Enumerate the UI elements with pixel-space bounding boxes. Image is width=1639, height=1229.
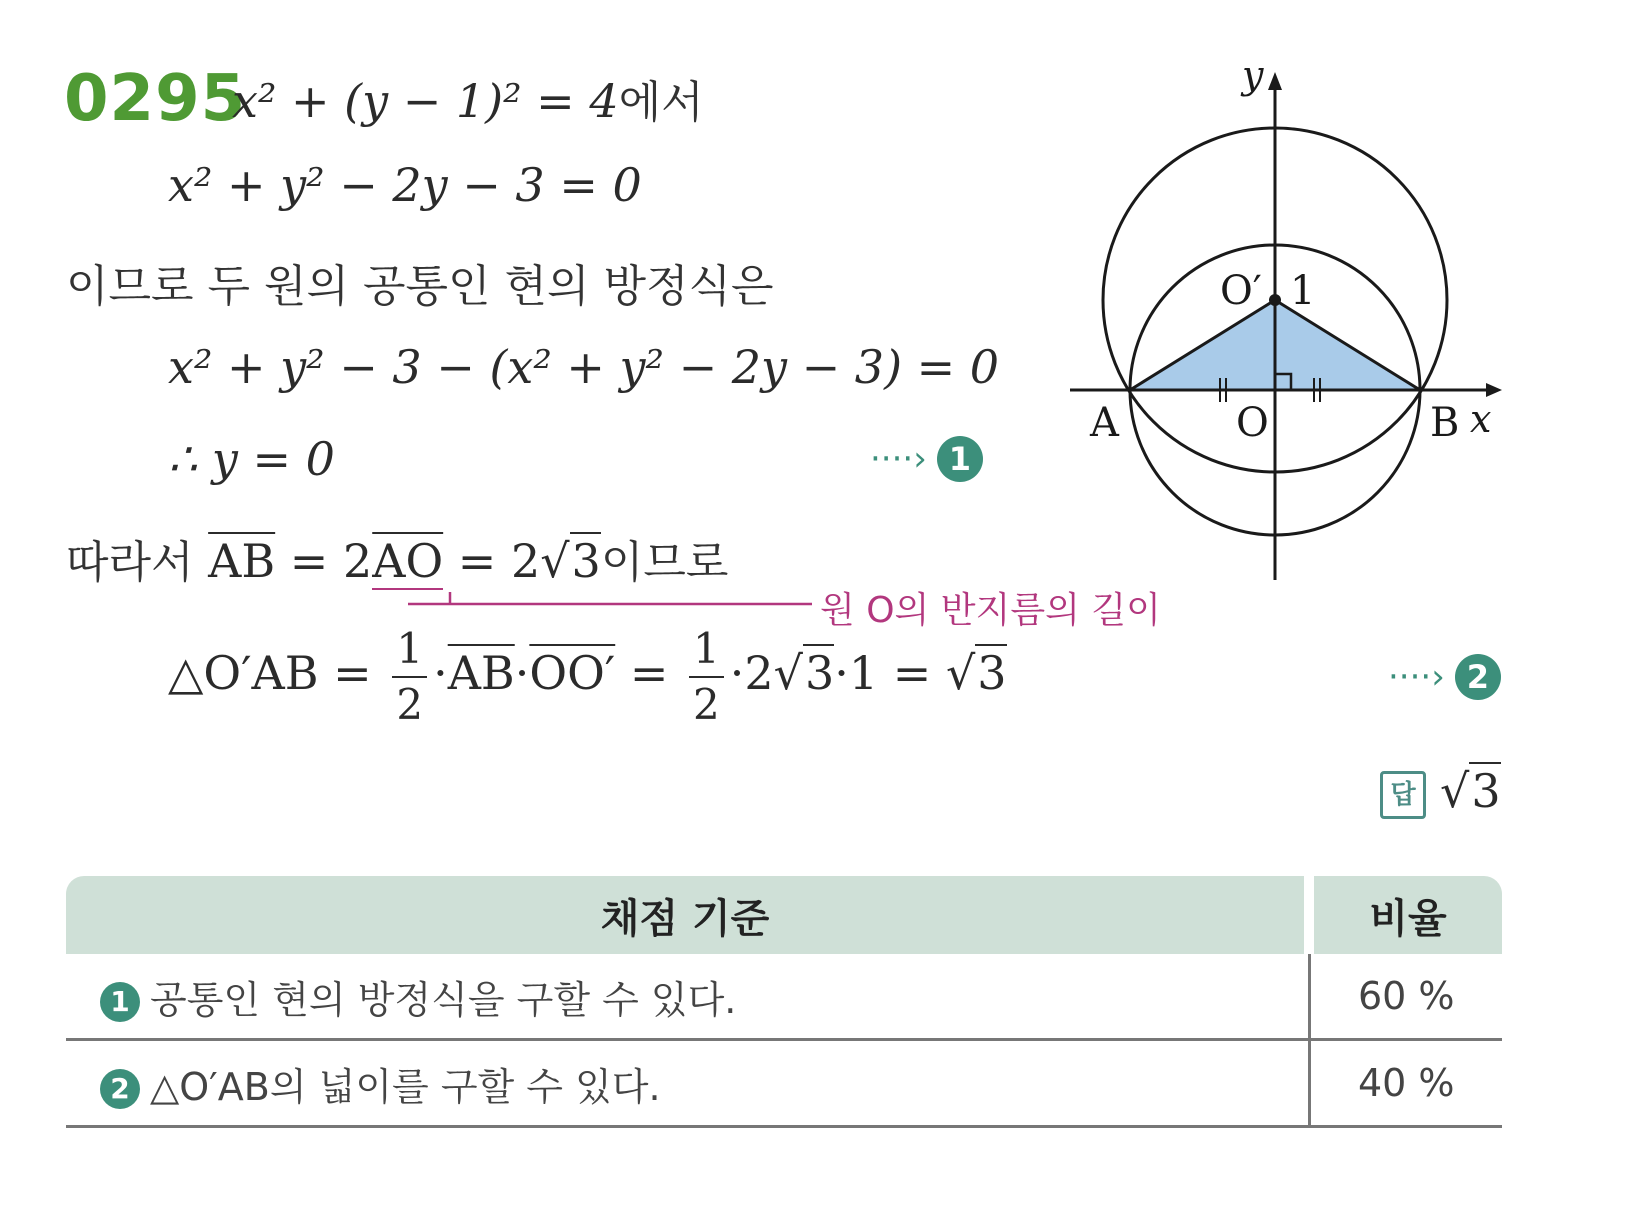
fraction-half [392, 624, 427, 729]
criteria-cell [66, 1040, 1309, 1127]
fraction-half-b [689, 624, 724, 729]
equation-circle-o-prime: x² + (y − 1)² = 4 [232, 74, 619, 128]
expanded-equation: x² + y² − 2y − 3 = 0 [168, 158, 642, 212]
answer-sqrt-symbol: √ [1440, 764, 1470, 818]
label-one: 1 [1290, 268, 1316, 314]
equation-line-6 [66, 526, 728, 590]
dot-b: · [514, 646, 530, 700]
step-2-marker: 2 [1455, 654, 1501, 700]
grading-table [66, 876, 1502, 1128]
area-equation [168, 624, 1007, 729]
y-label: y [1242, 53, 1264, 97]
criteria-cell [66, 954, 1309, 1040]
equals-two: = 2 [275, 534, 373, 588]
line-prefix: 따라서 [66, 537, 194, 588]
problem-number: 0295 [64, 62, 247, 136]
label-b: B [1430, 400, 1460, 446]
step-2-indicator [1388, 654, 1501, 700]
criteria-text: 공통인 현의 방정식을 구할 수 있다. [150, 977, 737, 1022]
step-1-marker: 1 [937, 436, 983, 482]
circles-figure [1050, 50, 1520, 590]
equation-line-4 [168, 340, 999, 394]
equation-line-1 [232, 66, 704, 130]
criteria-text: △O′AB의 넓이를 구할 수 있다. [150, 1064, 661, 1109]
equals-two-b: = 2 [443, 534, 541, 588]
area-sqrt-radicand: 3 [804, 646, 835, 700]
label-o: O [1236, 400, 1269, 446]
y-axis-arrow-icon [1268, 72, 1282, 90]
area-equals: = [615, 646, 684, 700]
arrow-dots-icon-2: ····› [1388, 657, 1445, 697]
area-segment-ab: $\overline{AB}$ [447, 646, 515, 700]
area-segment-oo: OO′ [529, 646, 616, 700]
line-suffix: 이므로 [600, 537, 729, 588]
answer-value: 3 [1471, 764, 1501, 818]
answer-icon: 답 [1380, 771, 1426, 819]
x-axis-arrow-icon [1486, 383, 1502, 397]
segment-ao: $\overline{AO}$ [372, 534, 444, 588]
table-row [66, 1040, 1502, 1127]
radius-annotation: 원 O의 반지름의 길이 [820, 590, 1161, 631]
row-marker: 1 [100, 982, 140, 1022]
chord-result: ∴ y = 0 [168, 432, 335, 486]
answer [1380, 762, 1501, 819]
area-lhs: △O′AB = [168, 646, 387, 700]
equation-line-5 [168, 432, 335, 486]
center-point [1269, 294, 1281, 306]
equation-line-2 [168, 158, 642, 212]
row-marker: 2 [100, 1069, 140, 1109]
sqrt-symbol-b: √ [773, 646, 803, 700]
fraction-denominator: 2 [396, 680, 424, 729]
dot-a: · [433, 646, 448, 700]
table-row [66, 954, 1502, 1040]
arrow-dots-icon: ····› [870, 439, 927, 479]
annotation-connector [400, 586, 820, 616]
ratio-cell: 60 % [1309, 954, 1502, 1040]
fraction-numerator: 1 [392, 628, 427, 678]
x-label: x [1470, 397, 1492, 441]
label-o-prime: O′ [1220, 268, 1262, 314]
explanation-text: 이므로 두 원의 공통인 현의 방정식은 [66, 261, 774, 312]
header-criteria: 채점 기준 [66, 876, 1309, 954]
sqrt-radicand: 3 [571, 534, 601, 588]
fraction-denominator-b: 2 [693, 680, 720, 729]
area-mid: ·2 [729, 646, 774, 700]
fraction-numerator-b: 1 [689, 628, 724, 678]
segment-ab: $\overline{AB}$ [208, 534, 276, 588]
area-tail: ·1 = [834, 646, 946, 700]
equation-suffix: 에서 [618, 77, 704, 128]
header-ratio: 비율 [1309, 876, 1502, 954]
label-a: A [1090, 400, 1119, 446]
sqrt-symbol-c: √ [945, 646, 976, 700]
step-1-indicator [870, 436, 983, 482]
common-chord-equation: x² + y² − 3 − (x² + y² − 2y − 3) = 0 [168, 340, 1000, 394]
ratio-cell: 40 % [1309, 1040, 1502, 1127]
sqrt-symbol: √ [540, 534, 570, 588]
area-result-radicand: 3 [977, 646, 1007, 700]
